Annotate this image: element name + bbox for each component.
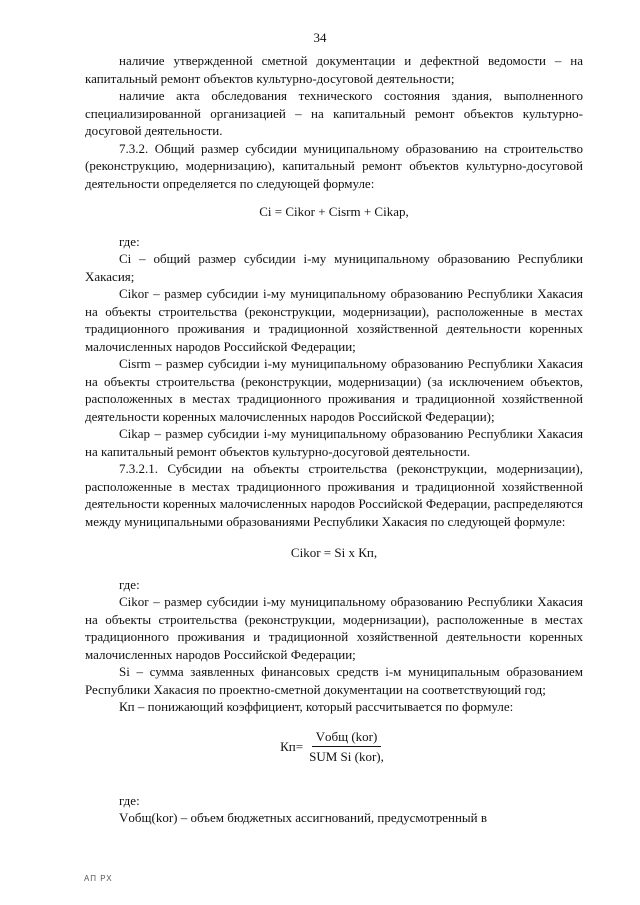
formula-kp	[85, 728, 583, 766]
definition: Кп – понижающий коэффициент, который рассчитывается по формуле:	[119, 699, 514, 714]
where-label: где:	[119, 576, 140, 592]
formula-total-subsidy: Ci = Cikor + Cisrm + Cikap,	[259, 204, 409, 219]
paragraph: 7.3.2. Общий размер субсидии муниципальному образованию на строительство (реконструкцию, модернизацию), капитальный ремонт объектов культурно-досуговой деятельности определяется по следующей формуле:	[85, 140, 583, 191]
definition: Cikor – размер субсидии i-му муниципальному образованию Республики Хакасия на объекты строительства (реконструкции, модернизации), расположенные в местах традиционного проживания и традиционной хозяйственной деятельности коренных малочисленных народов Российской Федерации;	[85, 594, 583, 662]
definition: Cisrm – размер субсидии i-му муниципальному образованию Республики Хакасия на объекты строительства (реконструкции, модернизации) (за исключением объектов, расположенных в местах традиционного проживания и традиционной хозяйственной деятельности коренных малочисленных народов Российской Федерации);	[85, 356, 583, 424]
formula-kp-lhs: Кп=	[280, 738, 304, 754]
where-label: где:	[119, 233, 140, 249]
definition: Cikap – размер субсидии i-му муниципальному образованию Республики Хакасия на капитальный ремонт объектов культурно-досуговой деятельности.	[85, 426, 583, 459]
where-label: где:	[119, 792, 140, 808]
definition: Si – сумма заявленных финансовых средств i-м муниципальным образованием Республики Хакасия по проектно-сметной документации на соответствующий год;	[85, 664, 583, 697]
footer-mark: АП РХ	[84, 874, 113, 883]
definition: Vобщ(kor) – объем бюджетных ассигнований, предусмотренный в	[119, 810, 488, 825]
formula-cikor: Cikor = Si x Кп,	[290, 545, 378, 560]
paragraph: 7.3.2.1. Субсидии на объекты строительства (реконструкции, модернизации), расположенные в местах традиционного проживания и традиционной хозяйственной деятельности коренных малочисленных народов Российской Федерации, распределяются между муниципальными образованиями Республики Хакасия по следующей формуле:	[85, 461, 583, 529]
fraction	[305, 728, 388, 766]
definition: Cikor – размер субсидии i-му муниципальному образованию Республики Хакасия на объекты строительства (реконструкции, модернизации), расположенные в местах традиционного проживания и традиционной хозяйственной деятельности коренных малочисленных народов Российской Федерации;	[85, 286, 583, 354]
document-body	[85, 52, 583, 827]
page-number: 34	[313, 30, 327, 45]
fraction-numerator: Vобщ (kor)	[312, 728, 382, 748]
paragraph: наличие акта обследования технического состояния здания, выполненного специализированной организацией – на капитальный ремонт объектов культурно-досуговой деятельности.	[85, 88, 583, 138]
fraction-denominator: SUM Si (kor),	[309, 749, 384, 764]
paragraph: наличие утвержденной сметной документации и дефектной ведомости – на капитальный ремонт объектов культурно-досуговой деятельности;	[85, 53, 583, 86]
definition: Ci – общий размер субсидии i-му муниципальному образованию Республики Хакасия;	[85, 251, 583, 284]
